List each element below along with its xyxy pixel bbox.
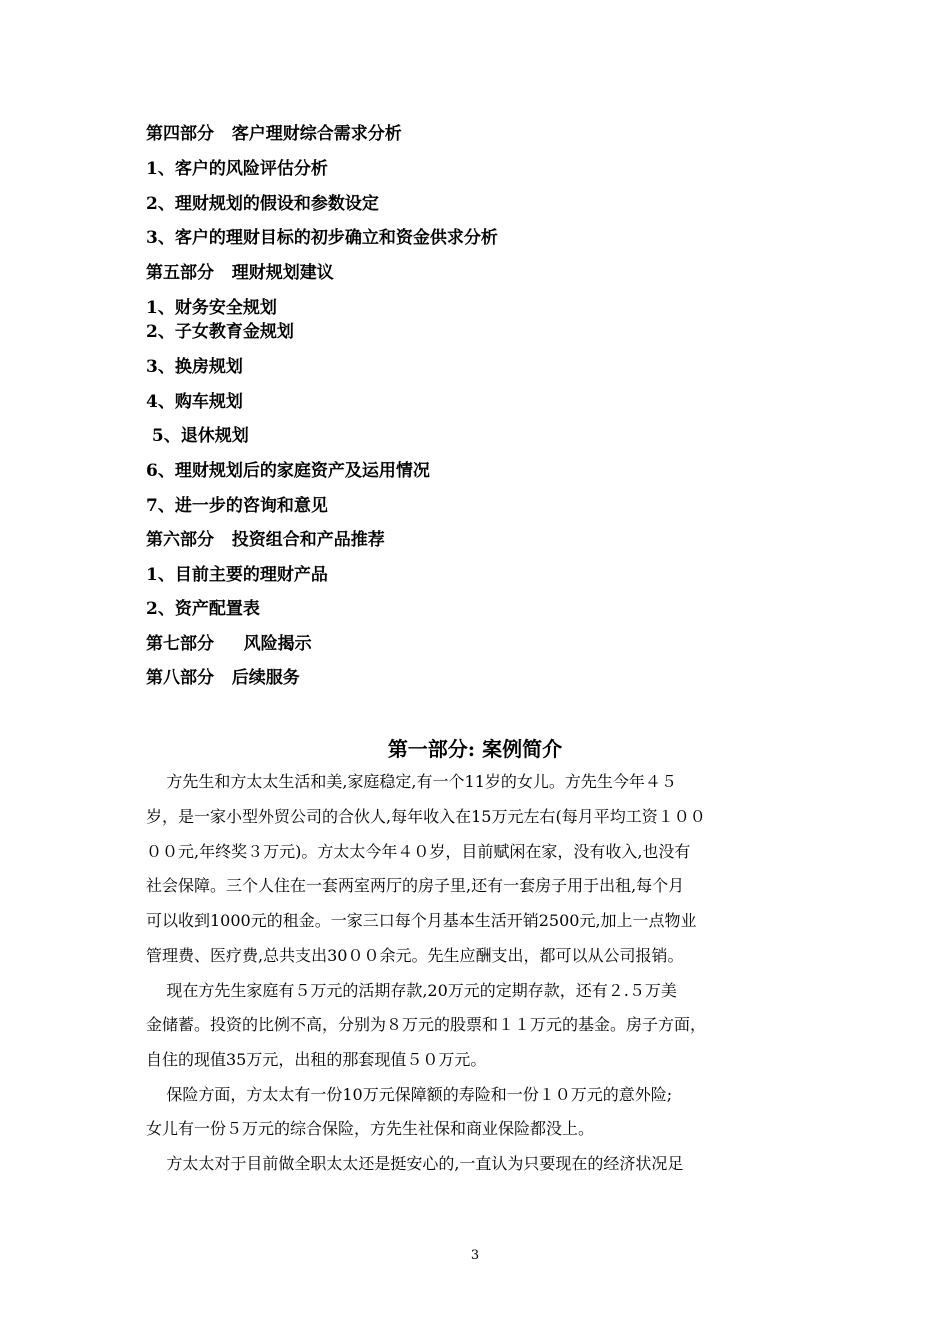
- toc-item: 4、购车规划: [146, 392, 243, 412]
- paragraph-line: 方太太对于目前做全职太太还是挺安心的,一直认为只要现在的经济状况足: [146, 1154, 684, 1173]
- paragraph-line: 现在方先生家庭有５万元的活期存款,20万元的定期存款，还有２.５万美: [146, 981, 677, 1000]
- toc-item: 2、子女教育金规划: [146, 322, 294, 342]
- paragraph-line: 管理费、医疗费,总共支出30００余元。先生应酬支出，都可以从公司报销。: [146, 946, 684, 965]
- toc-item: 3、换房规划: [146, 357, 243, 377]
- paragraph-line: ００元,年终奖３万元)。方太太今年４０岁，目前赋闲在家，没有收入,也没有: [146, 842, 691, 861]
- toc-part-heading: 第七部分 风险揭示: [146, 634, 312, 654]
- toc-part-heading: 第五部分 理财规划建议: [146, 263, 334, 283]
- section-title: 第一部分: 案例简介: [387, 737, 563, 761]
- paragraph-line: 女儿有一份５万元的综合保险，方先生社保和商业保险都没上。: [146, 1119, 595, 1138]
- paragraph-line: 岁，是一家小型外贸公司的合伙人,每年收入在15万元左右(每月平均工资１００: [146, 807, 706, 826]
- paragraph-line: 自住的现值35万元，出租的那套现值５０万元。: [146, 1050, 487, 1069]
- paragraph-line: 可以收到1000元的租金。一家三口每个月基本生活开销2500元,加上一点物业: [146, 911, 697, 930]
- page-number: 3: [470, 1248, 480, 1263]
- toc-part-heading: 第六部分 投资组合和产品推荐: [146, 530, 385, 550]
- paragraph-line: 金储蓄。投资的比例不高，分别为８万元的股票和１１万元的基金。房子方面，: [146, 1015, 707, 1034]
- toc-item: 1、客户的风险评估分析: [146, 159, 328, 179]
- toc-item: 2、资产配置表: [146, 599, 260, 619]
- toc-item: 5、退休规划: [146, 426, 249, 446]
- paragraph-line: 方先生和方太太生活和美,家庭稳定,有一个11岁的女儿。方先生今年４５: [146, 772, 677, 791]
- toc-part-heading: 第四部分 客户理财综合需求分析: [146, 124, 402, 144]
- toc-item: 2、理财规划的假设和参数设定: [146, 194, 379, 214]
- paragraph-line: 保险方面，方太太有一份10万元保障额的寿险和一份１０万元的意外险;: [146, 1085, 673, 1104]
- toc-item: 7、进一步的咨询和意见: [146, 496, 328, 516]
- toc-item: 1、目前主要的理财产品: [146, 565, 328, 585]
- toc-item: 1、财务安全规划: [146, 298, 277, 318]
- toc-item: 3、客户的理财目标的初步确立和资金供求分析: [146, 228, 498, 248]
- toc-part-heading: 第八部分 后续服务: [146, 668, 300, 688]
- paragraph-line: 社会保障。三个人住在一套两室两厅的房子里,还有一套房子用于出租,每个月: [146, 876, 685, 895]
- toc-item: 6、理财规划后的家庭资产及运用情况: [146, 461, 430, 481]
